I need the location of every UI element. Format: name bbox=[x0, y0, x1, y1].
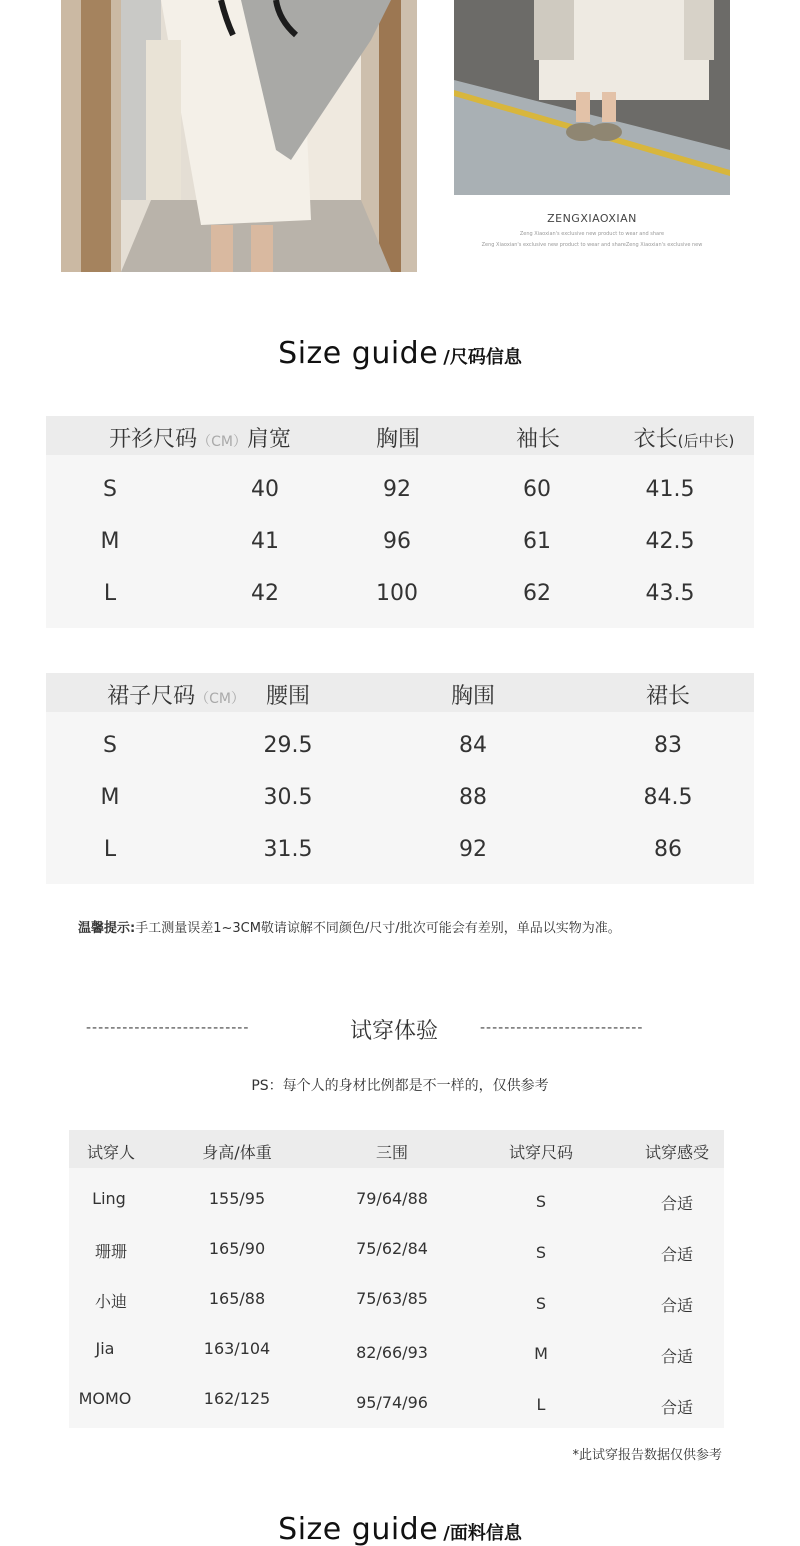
row-tester: Jia bbox=[95, 1339, 115, 1358]
fabric-guide-subtitle: /面料信息 bbox=[443, 1523, 522, 1544]
cardigan-size-table bbox=[46, 416, 754, 628]
row-feeling: 合适 bbox=[660, 1398, 694, 1417]
row-tryon-size: L bbox=[536, 1395, 546, 1414]
header-size-label: 裙子尺码（CM） bbox=[107, 684, 245, 709]
row-waist: 31.5 bbox=[263, 837, 313, 862]
row-chest: 100 bbox=[376, 581, 418, 606]
row-sleeve: 61 bbox=[523, 529, 551, 554]
header-feeling: 试穿感受 bbox=[644, 1143, 710, 1162]
row-shoulder: 42 bbox=[251, 581, 279, 606]
divider-dashes-left: --------------------------- bbox=[86, 1020, 250, 1036]
tryon-ps-note: PS：每个人的身材比例都是不一样的，仅供参考 bbox=[251, 1078, 549, 1094]
row-feeling: 合适 bbox=[660, 1245, 694, 1264]
row-size: M bbox=[100, 529, 120, 554]
row-shoulder: 40 bbox=[251, 477, 279, 502]
row-tryon-size: S bbox=[535, 1192, 547, 1211]
header-tester: 试穿人 bbox=[86, 1143, 136, 1162]
header-sleeve: 袖长 bbox=[515, 427, 561, 452]
row-measurements: 79/64/88 bbox=[356, 1189, 428, 1208]
table-header bbox=[46, 416, 754, 455]
row-sleeve: 62 bbox=[523, 581, 551, 606]
row-tryon-size: S bbox=[535, 1243, 547, 1262]
header-size-label: 开衫尺码（CM） bbox=[109, 427, 247, 452]
table-header bbox=[69, 1130, 724, 1168]
header-waist: 腰围 bbox=[265, 684, 311, 709]
header-chest: 胸围 bbox=[450, 684, 496, 709]
row-height-weight: 165/88 bbox=[208, 1289, 266, 1308]
size-guide-subtitle: /尺码信息 bbox=[443, 347, 522, 368]
row-height-weight: 163/104 bbox=[203, 1339, 271, 1358]
row-tryon-size: M bbox=[534, 1344, 548, 1363]
row-size: S bbox=[103, 477, 117, 502]
row-height-weight: 165/90 bbox=[208, 1239, 266, 1258]
size-guide-title: Size guide bbox=[278, 336, 439, 371]
model-photo-left-image bbox=[61, 0, 417, 272]
brand-tagline-2: Zeng Xiaoxian's exclusive new product to wear and shareZeng Xiaoxian's exclusive new bbox=[481, 242, 703, 248]
table-header bbox=[46, 673, 754, 712]
header-shoulder: 肩宽 bbox=[246, 427, 292, 452]
row-shoulder: 41 bbox=[251, 529, 279, 554]
notice-text: 手工测量误差1~3CM敬请谅解不同颜色/尺寸/批次可能会有差别，单品以实物为准。 bbox=[135, 921, 621, 936]
row-height-weight: 155/95 bbox=[208, 1189, 266, 1208]
row-skirt-length: 84.5 bbox=[643, 785, 693, 810]
header-length: 衣长(后中长) bbox=[633, 427, 735, 452]
row-chest: 96 bbox=[383, 529, 411, 554]
row-length: 41.5 bbox=[645, 477, 695, 502]
size-guide-heading bbox=[0, 336, 800, 371]
brand-tagline-1: Zeng Xiaoxian's exclusive new product to wear and share bbox=[519, 231, 665, 237]
divider-dashes-right: --------------------------- bbox=[480, 1020, 644, 1036]
header-tryon-size: 试穿尺码 bbox=[508, 1143, 574, 1162]
row-length: 43.5 bbox=[645, 581, 695, 606]
row-skirt-length: 86 bbox=[654, 837, 682, 862]
header-height-weight: 身高/体重 bbox=[202, 1143, 272, 1162]
header-chest: 胸围 bbox=[375, 427, 421, 452]
row-height-weight: 162/125 bbox=[203, 1389, 271, 1408]
row-size: L bbox=[103, 581, 117, 606]
row-tester: Ling bbox=[92, 1189, 126, 1208]
row-tryon-size: S bbox=[535, 1294, 547, 1313]
header-length-note: (后中长) bbox=[677, 432, 735, 450]
row-measurements: 75/62/84 bbox=[356, 1239, 428, 1258]
row-skirt-length: 83 bbox=[654, 733, 682, 758]
row-measurements: 82/66/93 bbox=[356, 1343, 428, 1362]
row-tester: MOMO bbox=[78, 1389, 132, 1408]
row-sleeve: 60 bbox=[523, 477, 551, 502]
row-length: 42.5 bbox=[645, 529, 695, 554]
tryon-table bbox=[69, 1130, 724, 1428]
row-size: M bbox=[100, 785, 120, 810]
row-chest: 92 bbox=[459, 837, 487, 862]
header-unit: （CM） bbox=[197, 434, 247, 450]
row-waist: 30.5 bbox=[263, 785, 313, 810]
tryon-title: 试穿体验 bbox=[350, 1019, 439, 1044]
row-feeling: 合适 bbox=[660, 1347, 694, 1366]
model-photo-right-image bbox=[454, 0, 730, 195]
brand-name: ZENGXIAOXIAN bbox=[547, 212, 637, 225]
row-waist: 29.5 bbox=[263, 733, 313, 758]
row-feeling: 合适 bbox=[660, 1296, 694, 1315]
header-skirt-length: 裙长 bbox=[645, 684, 691, 709]
notice-label: 温馨提示: bbox=[78, 921, 136, 936]
row-size: L bbox=[103, 837, 117, 862]
row-measurements: 95/74/96 bbox=[356, 1393, 428, 1412]
row-tester: 小迪 bbox=[94, 1292, 128, 1311]
row-chest: 92 bbox=[383, 477, 411, 502]
row-measurements: 75/63/85 bbox=[356, 1289, 428, 1308]
header-unit: （CM） bbox=[195, 691, 245, 707]
fabric-guide-heading bbox=[0, 1512, 800, 1546]
row-chest: 88 bbox=[459, 785, 487, 810]
header-measurements: 三围 bbox=[375, 1143, 409, 1162]
row-feeling: 合适 bbox=[660, 1194, 694, 1213]
model-photo-right bbox=[454, 0, 730, 195]
measurement-notice bbox=[78, 917, 621, 936]
model-photo-left bbox=[61, 0, 417, 272]
tryon-footnote: *此试穿报告数据仅供参考 bbox=[572, 1448, 722, 1463]
row-chest: 84 bbox=[459, 733, 487, 758]
fabric-guide-title: Size guide bbox=[278, 1512, 439, 1546]
row-size: S bbox=[103, 733, 117, 758]
skirt-size-table bbox=[46, 673, 754, 884]
row-tester: 珊珊 bbox=[94, 1242, 128, 1261]
